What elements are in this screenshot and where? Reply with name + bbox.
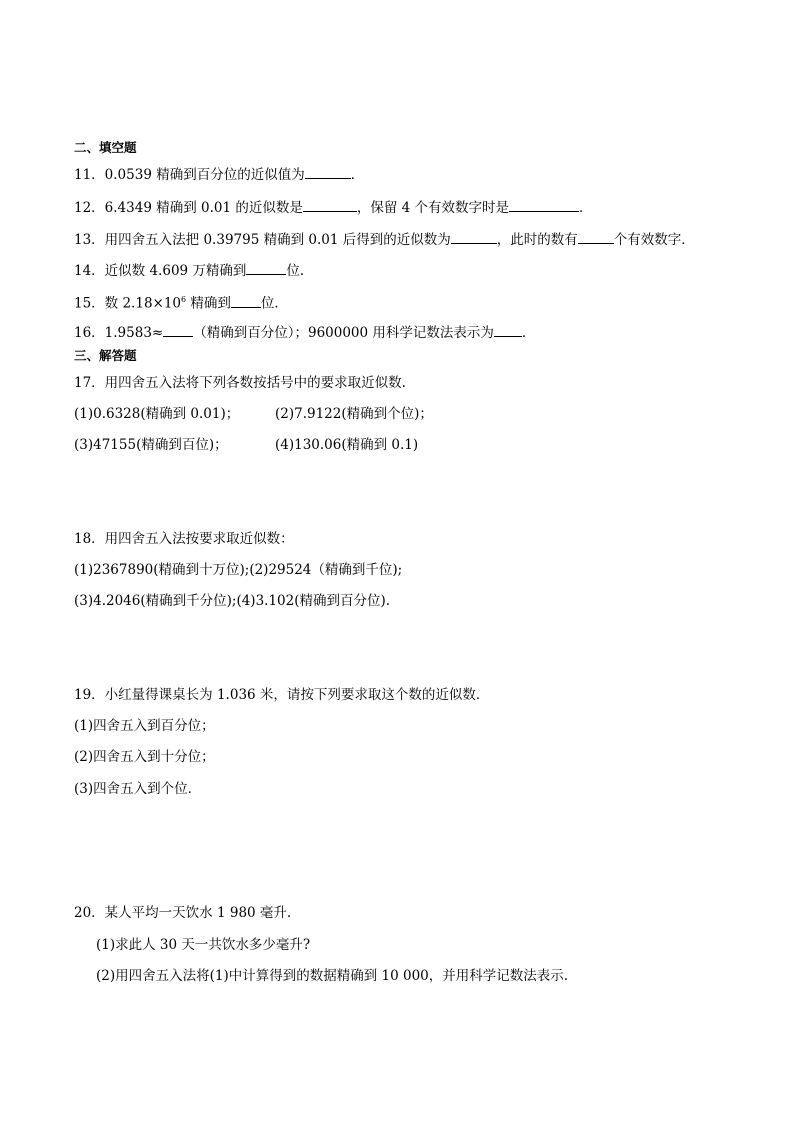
question-13: 13．用四舍五入法把 0.39795 精确到 0.01 后得到的近似数为 ，此时的数有 个有效数字． [74,229,695,249]
question-19-line-2: (2)四舍五入到十分位； [74,749,215,765]
question-20-stem: 20．某人平均一天饮水 1 980 毫升. [74,905,292,921]
question-17-part-3: (3)47155(精确到百位)； [74,437,228,453]
question-18-line-1: (1)2367890(精确到十万位);(2)29524（精确到千位); [74,562,403,578]
question-14: 14．近似数 4.609 万精确到 位. [74,260,304,280]
question-18-stem: 18．用四舍五入法按要求取近似数： [74,531,294,547]
question-17-stem: 17．用四舍五入法将下列各数按括号中的要求取近似数. [74,375,406,391]
question-20-line-2: (2)用四舍五入法将(1)中计算得到的数据精确到 10 000，并用科学记数法表示. [96,968,569,984]
answer-blank [246,260,286,275]
answer-blank [509,197,579,212]
question-15: 15．数 $2.18\times 10^6$ 精确到 位． [74,291,288,313]
section-fill-title: 二、填空题 [74,140,137,155]
answer-blank [303,197,357,212]
question-11: 11．0.0539 精确到百分位的近似值为 ． [74,164,364,184]
answer-blank [451,229,497,244]
answer-blank [578,229,614,244]
question-19-line-1: (1)四舍五入到百分位； [74,718,215,734]
question-17-part-4: (4)130.06(精确到 0.1) [275,437,419,453]
answer-blank [163,322,193,337]
question-20-line-1: (1)求此人 30 天一共饮水多少毫升? [96,937,311,953]
question-18-line-2: (3)4.2046(精确到千分位);(4)3.102(精确到百分位). [74,593,391,609]
answer-blank [305,164,351,179]
answer-blank [231,293,261,308]
question-19-line-3: (3)四舍五入到个位． [74,781,202,797]
question-16: 16．1.9583≈ （精确到百分位）；9600000 用科学记数法表示为 ． [74,322,535,342]
question-17-part-1: (1)0.6328(精确到 0.01)； [74,406,240,422]
section-solve-title: 三、解答题 [74,348,137,363]
question-17-part-2: (2)7.9122(精确到个位)； [275,406,433,422]
question-19-stem: 19．小红量得课桌长为 1.036 米，请按下列要求取这个数的近似数． [74,687,490,703]
answer-blank [494,322,522,337]
question-12: 12．6.4349 精确到 0.01 的近似数是 ，保留 4 个有效数字时是 ． [74,197,593,217]
